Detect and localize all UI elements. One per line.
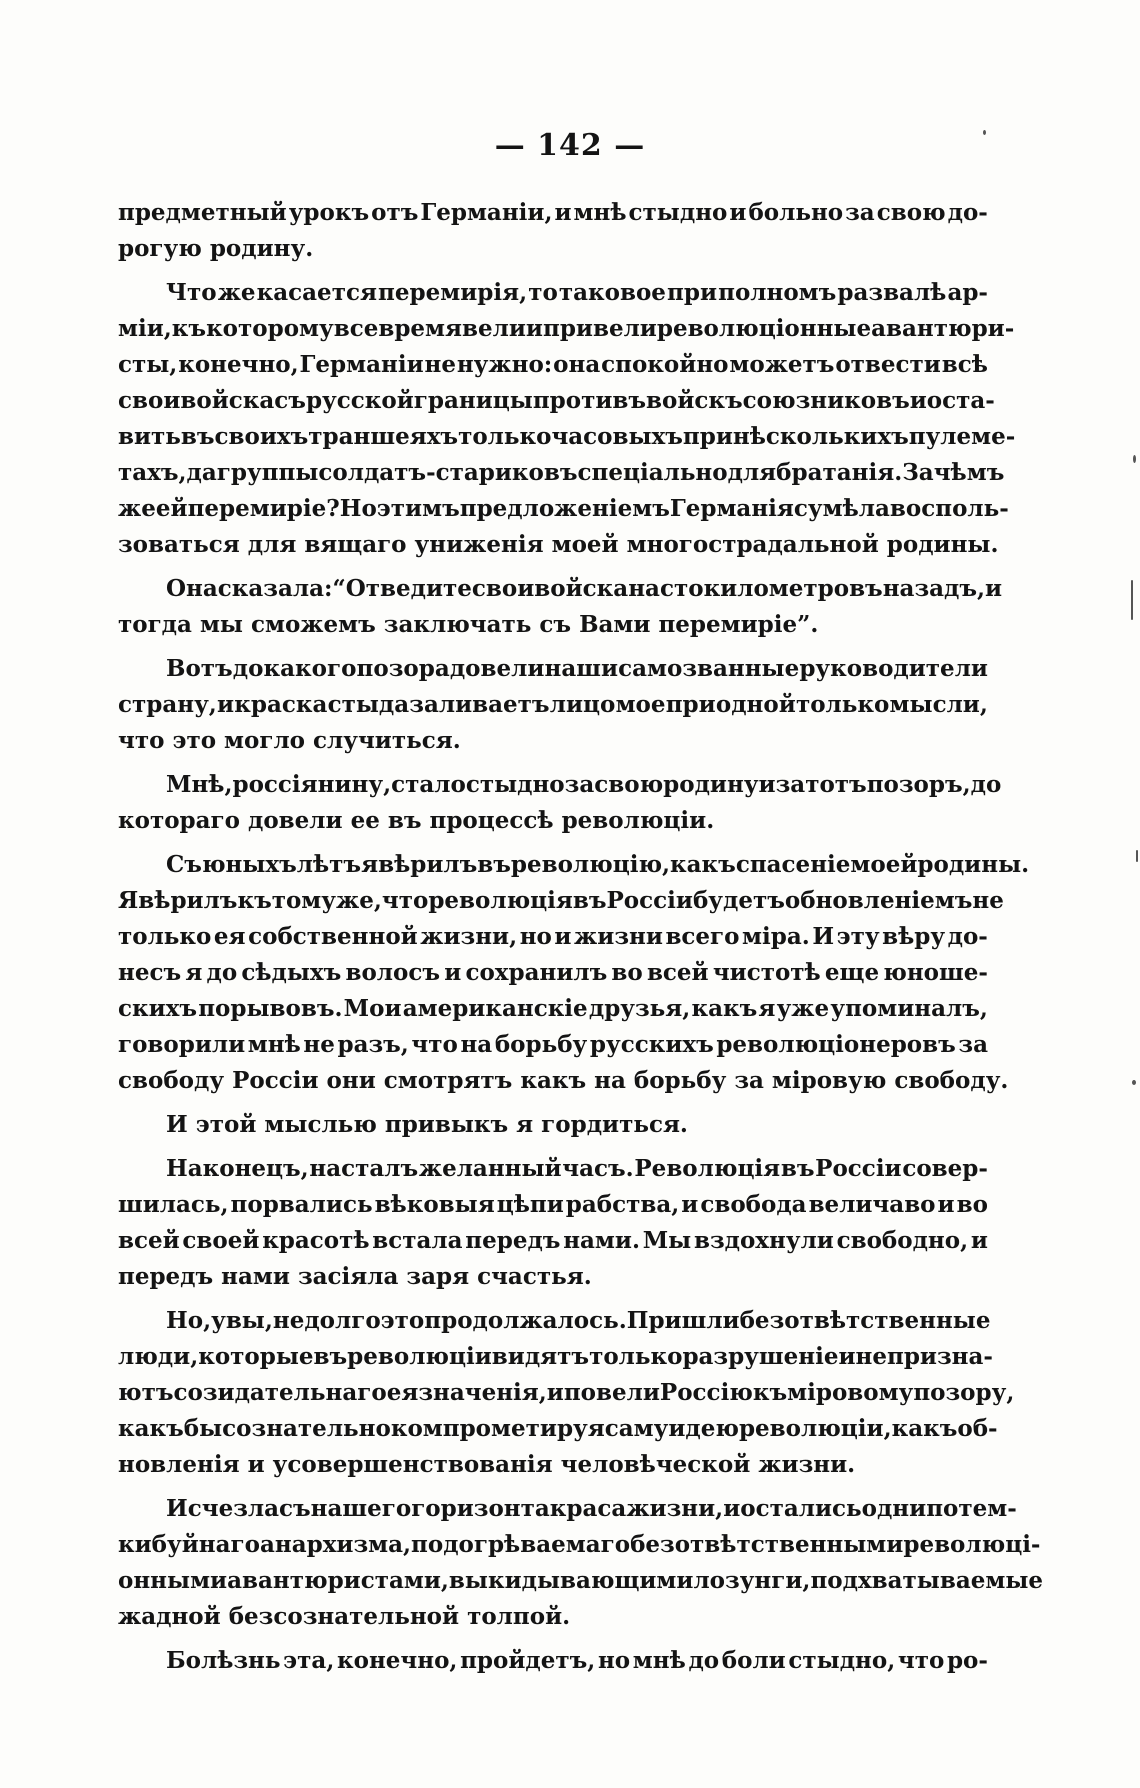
text-line: какъ бы сознательно компрометируя саму идею революціи, какъ об- <box>118 1415 998 1442</box>
text-line: говорили мнѣ не разъ, что на борьбу русскихъ революціонеровъ за <box>118 1031 988 1058</box>
paragraph-gap <box>118 839 988 847</box>
text-line: ки буйнаго анархизма, подогрѣваемаго безотвѣтственными революці- <box>118 1531 1041 1558</box>
text-line: люди, которые въ революціи видятъ только разрушеніе и не призна- <box>118 1343 993 1370</box>
text-line: что это могло случиться. <box>118 727 461 754</box>
text-line: Что же касается перемирія, то таковое при полномъ развалѣ ар- <box>166 279 988 306</box>
text-line: тахъ, да группы солдатъ-стариковъ спеціально для братанія. Зачѣмъ <box>118 459 1005 486</box>
text-line: шилась, порвались вѣковыя цѣпи рабства, и свобода величаво и во <box>118 1191 988 1218</box>
paragraph-gap <box>118 563 988 571</box>
paragraph-gap <box>118 1635 988 1643</box>
paragraph-gap <box>118 759 988 767</box>
margin-speck <box>1136 850 1138 862</box>
paragraph-gap <box>118 1099 988 1107</box>
margin-speck <box>1133 455 1136 463</box>
text-line: тогда мы сможемъ заключать съ Вами перемиріе”. <box>118 611 819 638</box>
text-line: всей своей красотѣ встала передъ нами. Мы вздохнули свободно, и <box>118 1227 988 1254</box>
margin-speck <box>1131 580 1133 620</box>
text-line: же ей перемиріе? Но этимъ предложеніемъ Германія сумѣла восполь- <box>118 495 1009 522</box>
text-line: Мнѣ, россіянину, стало стыдно за свою родину и за тотъ позоръ, до <box>166 771 1002 798</box>
text-line: Болѣзнь эта, конечно, пройдетъ, но мнѣ до боли стыдно, что ро- <box>166 1647 988 1674</box>
text-line: Вотъ до какого позора довели наши самозванные руководители <box>166 655 988 682</box>
paragraph-gap <box>118 267 988 275</box>
text-line: міи, къ которому все время вели и привели революціонные авантюри- <box>118 315 1015 342</box>
text-line: свободу Россіи они смотрятъ какъ на борьбу за міровую свободу. <box>118 1067 1009 1094</box>
paragraph-gap <box>118 1143 988 1151</box>
page-number: — 142 — <box>494 128 646 163</box>
text-line: И этой мыслью привыкъ я гордиться. <box>166 1111 688 1138</box>
margin-speck <box>1132 1080 1136 1085</box>
text-line: несъ я до сѣдыхъ волосъ и сохранилъ во всей чистотѣ еще юноше- <box>118 959 988 986</box>
text-line: зоваться для вящаго униженія моей многострадальной родины. <box>118 531 999 558</box>
text-line: сты, конечно, Германіи не нужно: она спокойно можетъ отвести всѣ <box>118 351 988 378</box>
text-line: Она сказала: “Отведите свои войска на сто километровъ назадъ, и <box>166 575 1003 602</box>
text-line: жадной безсознательной толпой. <box>118 1603 571 1630</box>
paragraph-gap <box>118 1483 988 1491</box>
text-line: Наконецъ, насталъ желанный часъ. Революція въ Россіи совер- <box>166 1155 988 1182</box>
text-line: онными авантюристами, выкидывающими лозунги, подхватываемые <box>118 1567 1044 1594</box>
text-line: вить въ своихъ траншеяхъ только часовыхъ при нѣсколькихъ пулеме- <box>118 423 1016 450</box>
text-line: предметный урокъ отъ Германіи, и мнѣ стыдно и больно за свою до- <box>118 199 988 226</box>
text-line: только ея собственной жизни, но и жизни всего міра. И эту вѣру до- <box>118 923 988 950</box>
paragraph-gap <box>118 643 988 651</box>
text-line: скихъ порывовъ. Мои американскіе друзья, какъ я уже упоминалъ, <box>118 995 988 1022</box>
text-line: свои войска съ русской границы противъ войскъ союзниковъ и оста- <box>118 387 995 414</box>
text-line: Я вѣрилъ къ тому же, что революція въ Россіи будетъ обновленіемъ не <box>118 887 1004 914</box>
text-line: ютъ созидательнаго ея значенія, и повели Россію къ міровому позору, <box>118 1379 1015 1406</box>
text-line: страну, и краска стыда заливаетъ лицо мое при одной только мысли, <box>118 691 988 718</box>
text-line: рогую родину. <box>118 235 314 262</box>
body-text <box>118 195 1044 1679</box>
margin-speck <box>983 130 986 135</box>
text-line: передъ нами засіяла заря счастья. <box>118 1263 592 1290</box>
text-line: новленія и усовершенствованія человѣческой жизни. <box>118 1451 856 1478</box>
text-line: Но, увы, не долго это продолжалось. Пришли безотвѣтственные <box>166 1307 991 1334</box>
text-line: Съ юныхъ лѣтъ я вѣрилъ въ революцію, какъ спасеніе моей родины. <box>166 851 1030 878</box>
text-line: котораго довели ее въ процессѣ революціи. <box>118 807 715 834</box>
text-line: Исчезла съ нашего горизонта краса жизни, и остались одни потем- <box>166 1495 1017 1522</box>
paragraph-gap <box>118 1295 988 1303</box>
